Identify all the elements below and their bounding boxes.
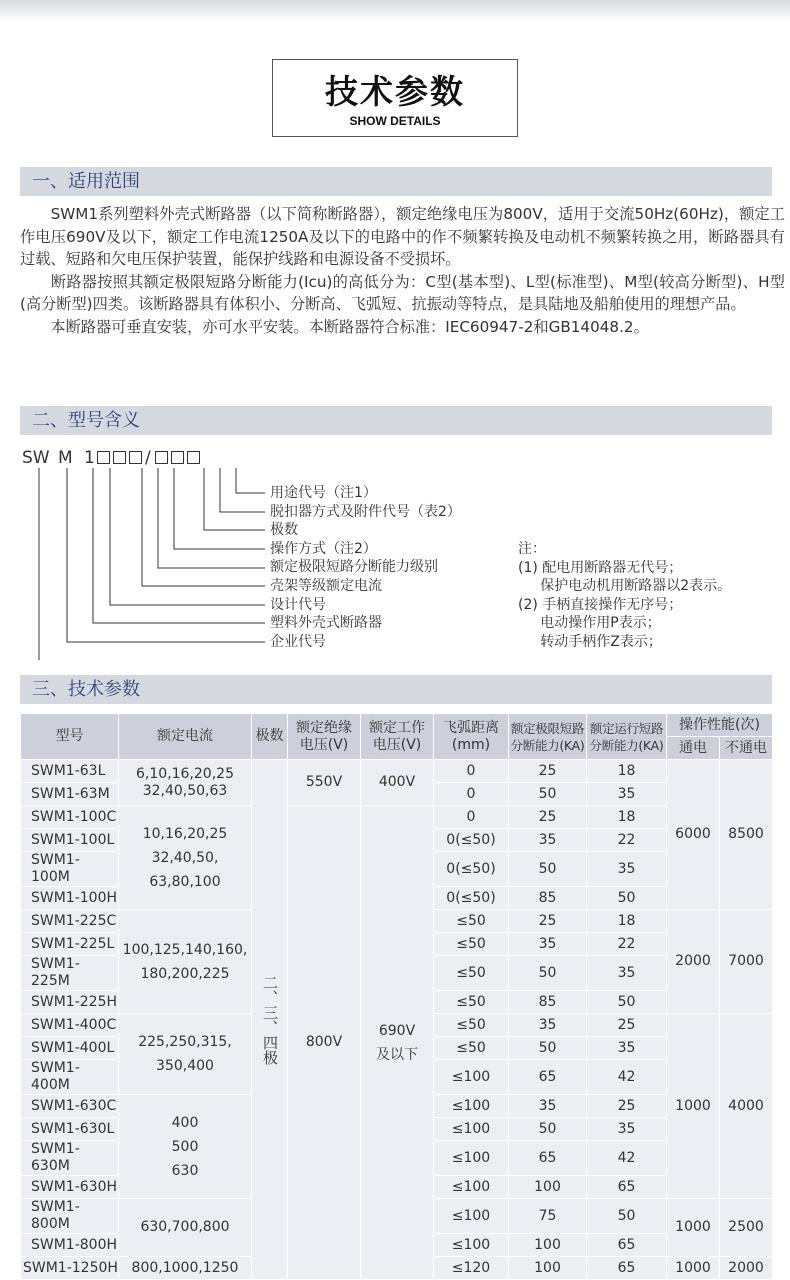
current-line: 32,40,50,63 [142, 782, 228, 799]
cell-arc: 0 [434, 806, 509, 829]
cell-ics: 22 [587, 933, 667, 956]
header-model: 型号 [21, 714, 119, 760]
cell-ics: 25 [587, 1014, 667, 1037]
current-line: 400 [171, 1114, 199, 1131]
header-ops: 操作性能(次) [667, 714, 773, 737]
cell-arc: 0(≤50) [434, 852, 509, 887]
cell-model: SWM1-100H [21, 887, 119, 910]
code-slash: / [145, 448, 151, 468]
header-poles: 极数 [252, 714, 288, 760]
cell-ops-on: 1000 [667, 1014, 720, 1199]
legend-item: 脱扣器方式及附件代号（表2） [270, 503, 461, 520]
cell-icu: 85 [509, 887, 587, 910]
cell-model: SWM1-63L [21, 760, 119, 783]
cell-current: 800,1000,1250 [119, 1257, 252, 1280]
cell-ics: 65 [587, 1176, 667, 1199]
cell-icu: 65 [509, 1060, 587, 1095]
cell-arc: 0(≤50) [434, 887, 509, 910]
legend-item: 额定极限短路分断能力级别 [270, 559, 438, 576]
header-ics-l2: 分断能力(KA) [589, 737, 664, 753]
note-line: 注： [518, 541, 546, 557]
cell-ics: 65 [587, 1257, 667, 1280]
cell-model: SWM1-800H [21, 1234, 119, 1257]
cell-work-voltage [361, 806, 434, 1280]
cell-model: SWM1-630L [21, 1118, 119, 1141]
cell-ics: 22 [587, 829, 667, 852]
cell-poles: 二、三、四极 [252, 760, 288, 1280]
cell-ics: 25 [587, 1095, 667, 1118]
cell-model: SWM1-1250H [21, 1257, 119, 1280]
header-ics [587, 714, 667, 760]
legend-item: 用途代号（注1） [270, 485, 377, 501]
header-icu-l2: 分断能力(KA) [510, 737, 585, 753]
cell-icu: 25 [509, 910, 587, 933]
cell-arc: 0 [434, 783, 509, 806]
current-line: 500 [171, 1138, 199, 1155]
cell-ins-voltage: 550V [288, 760, 361, 806]
cell-icu: 25 [509, 806, 587, 829]
page-subtitle: SHOW DETAILS [349, 114, 441, 128]
section-heading-model-meaning: 二、型号含义 [20, 406, 772, 435]
current-line: 6,10,16,20,25 [136, 765, 234, 782]
cell-icu: 100 [509, 1234, 587, 1257]
cell-model: SWM1-400C [21, 1014, 119, 1037]
cell-icu: 50 [509, 783, 587, 806]
code-notes [518, 540, 731, 652]
cell-icu: 65 [509, 1141, 587, 1176]
cell-icu: 50 [509, 956, 587, 991]
scope-paragraph-3: 本断路器可垂直安装，亦可水平安装。本断路器符合标准：IEC60947-2和GB14048.2。 [20, 317, 649, 336]
cell-current [119, 806, 252, 910]
note-line: (2) 手柄直接操作无序号； [518, 596, 683, 613]
cell-ops-on: 2000 [667, 910, 720, 1014]
cell-model: SWM1-630C [21, 1095, 119, 1118]
cell-arc: ≤50 [434, 910, 509, 933]
header-work-voltage-l2: 电压(V) [372, 736, 422, 753]
cell-ins-voltage: 800V [288, 806, 361, 1280]
cell-arc: ≤100 [434, 1118, 509, 1141]
note-line: 转动手柄作Z表示； [518, 633, 662, 650]
header-ics-l1: 额定运行短路 [589, 720, 664, 736]
cell-model: SWM1-400L [21, 1037, 119, 1060]
cell-icu: 100 [509, 1176, 587, 1199]
current-line: 63,80,100 [149, 873, 221, 890]
header-ops-off: 不通电 [720, 737, 773, 760]
cell-arc: ≤100 [434, 1060, 509, 1095]
legend-item: 壳架等级额定电流 [270, 577, 382, 594]
cell-arc: 0(≤50) [434, 829, 509, 852]
header-ins-voltage-l2: 电压(V) [299, 736, 349, 753]
code-m: M [58, 448, 73, 468]
note-line: (1) 配电用断路器无代号； [518, 559, 683, 576]
cell-ops-off: 4000 [720, 1014, 773, 1199]
cell-model: SWM1-225M [21, 956, 119, 991]
current-line: 32,40,50, [151, 849, 219, 866]
cell-icu: 75 [509, 1199, 587, 1234]
header-ops-on: 通电 [667, 737, 720, 760]
cell-ics: 42 [587, 1141, 667, 1176]
page-title: 技术参数 [325, 72, 465, 111]
note-line: 保护电动机用断路器以2表示。 [518, 578, 732, 595]
cell-ops-off: 2000 [720, 1257, 773, 1280]
cell-arc: ≤100 [434, 1234, 509, 1257]
cell-ics: 50 [587, 1199, 667, 1234]
cell-model: SWM1-225C [21, 910, 119, 933]
section-heading-scope: 一、适用范围 [20, 167, 772, 196]
cell-icu: 50 [509, 1037, 587, 1060]
cell-ics: 18 [587, 760, 667, 783]
header-icu [509, 714, 587, 760]
cell-icu: 35 [509, 1095, 587, 1118]
work-voltage-line: 690V [378, 1022, 416, 1039]
code-legend [270, 484, 461, 651]
cell-ops-on: 6000 [667, 760, 720, 910]
header-icu-l1: 额定极限短路 [510, 720, 585, 736]
cell-ics: 35 [587, 852, 667, 887]
cell-ics: 18 [587, 910, 667, 933]
cell-current [119, 1095, 252, 1199]
legend-item: 操作方式（注2） [270, 540, 377, 557]
legend-item: 极数 [270, 522, 298, 539]
cell-model: SWM1-225H [21, 991, 119, 1014]
cell-current [119, 910, 252, 1014]
cell-arc: ≤50 [434, 1014, 509, 1037]
cell-model: SWM1-63M [21, 783, 119, 806]
scope-paragraph-2: 断路器按照其额定极限短路分断能力(Icu)的高低分为：C型(基本型)、L型(标准型)、M型(较高分断型)、H型(高分断型)四类。该断路器具有体积小、分断高、飞弧短、抗振动等特点，是具陆地及船舶使用的理想产品。 [20, 272, 785, 313]
cell-ics: 42 [587, 1060, 667, 1095]
scope-paragraph-1: SWM1系列塑料外壳式断路器（以下简称断路器），额定绝缘电压为800V，适用于交流50Hz(60Hz)，额定工作电压690V及以下，额定工作电流1250A及以下的电路中的作不频繁转换及电动机不频繁转换之用，断路器具有过载、短路和欠电压保护装置，能保护线路和电源设备不受损坏。 [20, 205, 785, 268]
cell-current: 630,700,800 [119, 1199, 252, 1257]
cell-model: SWM1-100M [21, 852, 119, 887]
current-line: 10,16,20,25 [142, 825, 228, 842]
cell-arc: ≤100 [434, 1199, 509, 1234]
cell-model: SWM1-400M [21, 1060, 119, 1095]
cell-icu: 50 [509, 852, 587, 887]
header-arc [434, 714, 509, 760]
cell-current [119, 1014, 252, 1095]
cell-work-voltage: 400V [361, 760, 434, 806]
cell-arc: ≤100 [434, 1141, 509, 1176]
current-line: 100,125,140,160, [122, 941, 248, 958]
cell-ops-off: 2500 [720, 1199, 773, 1257]
cell-ops-on: 1000 [667, 1199, 720, 1257]
cell-model: SWM1-100L [21, 829, 119, 852]
cell-arc: ≤50 [434, 933, 509, 956]
cell-ics: 50 [587, 887, 667, 910]
cell-arc: ≤100 [434, 1095, 509, 1118]
header-current: 额定电流 [119, 714, 252, 760]
cell-arc: 0 [434, 760, 509, 783]
cell-model: SWM1-800M [21, 1199, 119, 1234]
cell-model: SWM1-100C [21, 806, 119, 829]
cell-ics: 18 [587, 806, 667, 829]
header-arc-l1: 飞弧距离 [443, 719, 499, 736]
current-line: 180,200,225 [140, 965, 230, 982]
cell-ops-off: 7000 [720, 910, 773, 1014]
current-line: 630 [171, 1162, 199, 1179]
cell-ops-on: 1000 [667, 1257, 720, 1280]
spec-table [20, 713, 773, 1280]
header-work-voltage-l1: 额定工作 [369, 719, 425, 736]
code-1: 1 [84, 448, 95, 468]
header-arc-l2: (mm) [451, 736, 491, 753]
cell-icu: 25 [509, 760, 587, 783]
header-ins-voltage-l1: 额定绝缘 [296, 719, 352, 736]
cell-arc: ≤50 [434, 1037, 509, 1060]
section-heading-tech-params: 三、技术参数 [20, 675, 772, 704]
cell-model: SWM1-630M [21, 1141, 119, 1176]
cell-model: SWM1-225L [21, 933, 119, 956]
cell-icu: 35 [509, 1014, 587, 1037]
cell-ics: 35 [587, 1037, 667, 1060]
current-line: 225,250,315, [138, 1034, 232, 1050]
cell-icu: 35 [509, 933, 587, 956]
header-ins-voltage [288, 714, 361, 760]
cell-icu: 85 [509, 991, 587, 1014]
cell-icu: 35 [509, 829, 587, 852]
note-line: 电动操作用P表示； [518, 615, 661, 632]
cell-ics: 35 [587, 956, 667, 991]
cell-ics: 65 [587, 1234, 667, 1257]
cell-model: SWM1-630H [21, 1176, 119, 1199]
legend-item: 企业代号 [270, 633, 326, 650]
cell-ics: 50 [587, 991, 667, 1014]
cell-arc: ≤100 [434, 1176, 509, 1199]
cell-ics: 35 [587, 783, 667, 806]
work-voltage-line: 及以下 [376, 1046, 418, 1063]
legend-item: 设计代号 [270, 596, 326, 613]
cell-ics: 35 [587, 1118, 667, 1141]
cell-current [119, 760, 252, 806]
cell-arc: ≤50 [434, 956, 509, 991]
header-work-voltage [361, 714, 434, 760]
cell-icu: 100 [509, 1257, 587, 1280]
legend-item: 塑料外壳式断路器 [270, 615, 382, 632]
cell-arc: ≤50 [434, 991, 509, 1014]
cell-arc: ≤120 [434, 1257, 509, 1280]
current-line: 350,400 [156, 1058, 214, 1074]
cell-icu: 50 [509, 1118, 587, 1141]
code-sw: SW [22, 448, 50, 468]
cell-ops-off: 8500 [720, 760, 773, 910]
